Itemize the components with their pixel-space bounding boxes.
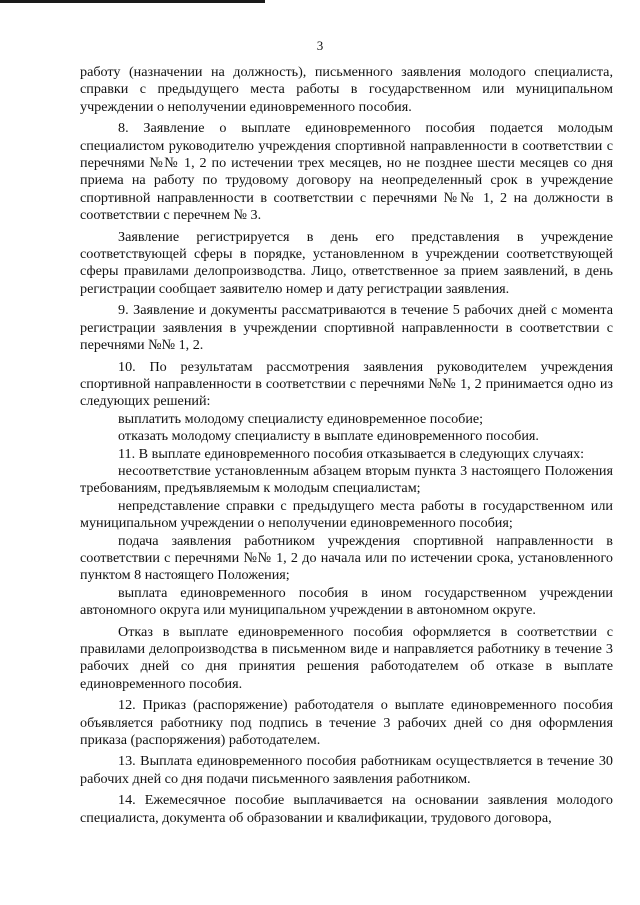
- paragraph-registration: Заявление регистрируется в день его представления в учреждение соответствующей сферы в порядке, установленном в учреждении соответствующей сферы правилами делопроизводства. Лицо, ответственное за прием заявлений, в день регистрации сообщает заявителю номер и дату регистрации заявления.: [80, 228, 613, 297]
- paragraph-item-13: 13. Выплата единовременного пособия работникам осуществляется в течение 30 рабочих дней со дня подачи письменного заявления работником.: [80, 753, 613, 787]
- decision-option-pay: выплатить молодому специалисту единовременное пособие;: [118, 410, 484, 427]
- refusal-case-1: несоответствие установленным абзацем вторым пункта 3 настоящего Положения требованиям, предъявляемым к молодым специалистам;: [80, 462, 613, 497]
- top-rule: [0, 0, 265, 3]
- refusal-case-2: непредставление справки с предыдущего места работы в государственном или муниципальном учреждении о неполучении единовременного пособия;: [80, 497, 613, 532]
- refusal-case-3: подача заявления работником учреждения спортивной направленности в соответствии с перечнями №№ 1, 2 до начала или по истечении срока, установленного пунктом 8 настоящего Положения;: [80, 532, 613, 584]
- page-number: 3: [316, 38, 324, 53]
- paragraph-item-11: 11. В выплате единовременного пособия отказывается в следующих случаях:: [118, 445, 585, 462]
- paragraph-refusal-notice: Отказ в выплате единовременного пособия оформляется в соответствии с правилами делопроизводства в письменном виде и направляется работнику в течение 3 рабочих дней со дня принятия решения работодателем об отказе в выплате единовременного пособия.: [80, 623, 613, 692]
- paragraph-item-8: 8. Заявление о выплате единовременного пособия подается молодым специалистом руководителю учреждения спортивной направленности в соответствии с перечнями №№ 1, 2 по истечении трех месяцев, но не позднее шести месяцев со дня приема на работу по трудовому договору на неопределенный срок в учреждение спортивной направленности в соответствии с перечнями №№ 1, 2 на должности в соответствии с перечнем № 3.: [80, 120, 613, 224]
- paragraph-continuation: работу (назначении на должность), письменного заявления молодого специалиста, справки с предыдущего места работы в государственном или муниципальном учреждении о неполучении единовременного пособия.: [80, 64, 613, 115]
- paragraph-item-10: 10. По результатам рассмотрения заявления руководителем учреждения спортивной направленности в соответствии с перечнями №№ 1, 2 принимается одно из следующих решений:: [80, 358, 613, 410]
- paragraph-item-9: 9. Заявление и документы рассматриваются в течение 5 рабочих дней с момента регистрации заявления в учреждении спортивной направленности в соответствии с перечнями №№ 1, 2.: [80, 302, 613, 354]
- document-body: [80, 64, 613, 827]
- decision-option-refuse: отказать молодому специалисту в выплате единовременного пособия.: [118, 428, 539, 445]
- paragraph-item-12: 12. Приказ (распоряжение) работодателя о выплате единовременного пособия объявляется работнику под подпись в течение 3 рабочих дней со дня оформления приказа (распоряжения) работодателем.: [80, 697, 613, 749]
- paragraph-item-14: 14. Ежемесячное пособие выплачивается на основании заявления молодого специалиста, документа об образовании и квалификации, трудового договора,: [80, 792, 613, 826]
- refusal-case-4: выплата единовременного пособия в ином государственном учреждении автономного округа или муниципальном учреждении в автономном округе.: [80, 584, 613, 619]
